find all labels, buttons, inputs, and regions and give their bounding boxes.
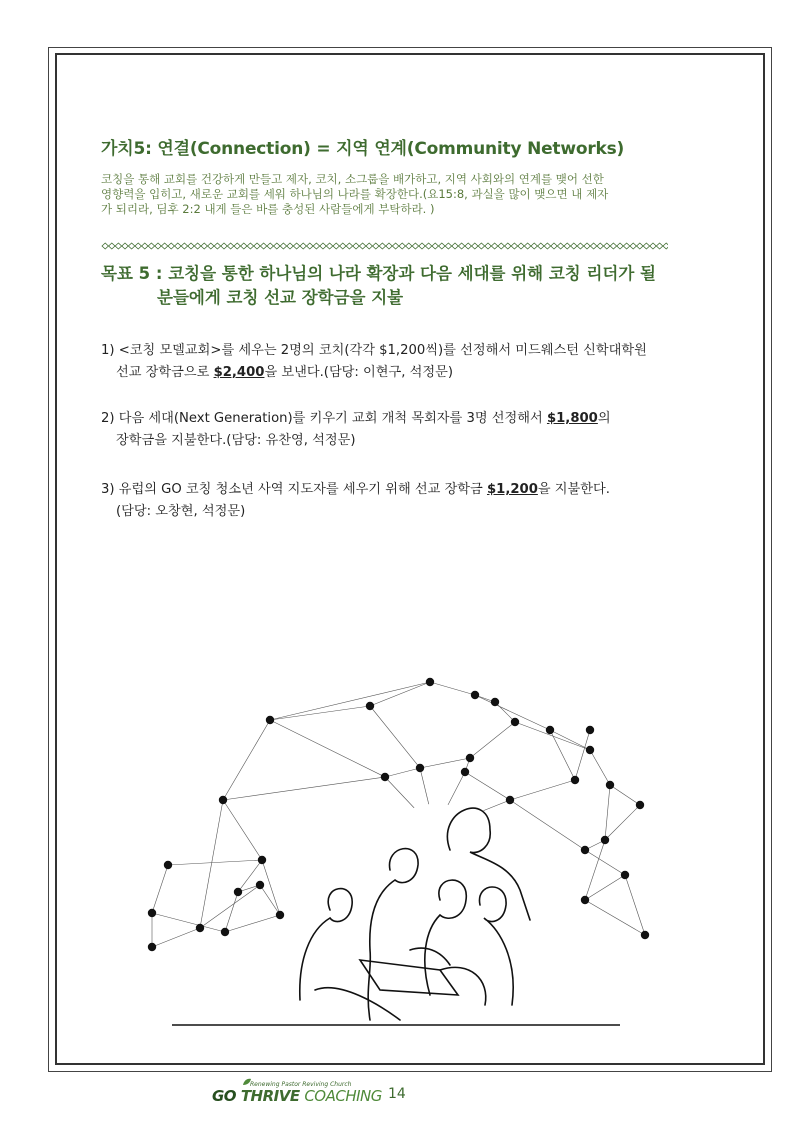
item-text: 선교 장학금으로: [116, 365, 214, 380]
goal-title: [101, 262, 656, 310]
value-description-line: 영향력을 입히고, 새로운 교회를 세워 하나님의 나라를 확장한다.(요15:8, 과실을 많이 맺으면 내 제자: [101, 187, 609, 201]
goal-item-line: 1) <코칭 모델교회>를 세우는 2명의 코치(각각 $1,200씩)를 선정해서 미드웨스턴 신학대학원: [101, 343, 647, 358]
goal-item-line: [101, 479, 610, 501]
item-amount: $2,400: [213, 365, 265, 380]
goal-item-line: (담당: 오창현, 석정문): [116, 504, 246, 519]
brand-logo: [212, 1087, 382, 1105]
goal-item-3: [101, 479, 610, 523]
brand-thrive: THRIVE: [240, 1087, 300, 1105]
item-text: 3) 유럽의 GO 코칭 청소년 사역 지도자를 세우기 위해 선교 장학금: [101, 482, 487, 497]
goal-item-line: [101, 408, 611, 430]
item-text: 을 보낸다.(담당: 이현구, 석정문): [264, 365, 454, 380]
brand-go: GO: [212, 1087, 237, 1105]
item-text: 의: [597, 411, 611, 426]
page-number: 14: [388, 1086, 406, 1102]
value-title: 가치5: 연결(Connection) = 지역 연계(Community Networks): [101, 139, 625, 159]
item-text: 2) 다음 세대(Next Generation)를 키우기 교회 개척 목회자를 3명 선정해서: [101, 411, 547, 426]
value-description-line: 코칭을 통해 교회를 건강하게 만들고 제자, 코치, 소그룹을 배가하고, 지역 사회와의 연계를 맺어 선한: [101, 172, 604, 186]
value-description-line: 가 되리라, 딤후 2:2 내게 들은 바를 충성된 사람들에게 부탁하라. ): [101, 202, 435, 216]
diamond-chain-divider: [100, 240, 668, 252]
goal-item-line: [101, 362, 647, 384]
item-amount: $1,800: [546, 411, 598, 426]
goal-item-2: [101, 408, 611, 452]
brand-tagline: Renewing Pastor Reviving Church: [250, 1081, 352, 1088]
goal-title-line: 목표 5 : 코칭을 통한 하나님의 나라 확장과 다음 세대를 위해 코칭 리더가 될: [101, 264, 656, 283]
item-amount: $1,200: [486, 482, 538, 497]
goal-title-line: 분들에게 코칭 선교 장학금을 지불: [157, 288, 404, 307]
value-description: [101, 172, 661, 217]
people-network-illustration: [140, 660, 660, 1040]
item-text: 을 지불한다.: [537, 482, 610, 497]
goal-item-line: 장학금을 지불한다.(담당: 유찬영, 석정문): [116, 433, 356, 448]
goal-item-1: [101, 340, 647, 384]
brand-coaching: COACHING: [304, 1087, 382, 1105]
